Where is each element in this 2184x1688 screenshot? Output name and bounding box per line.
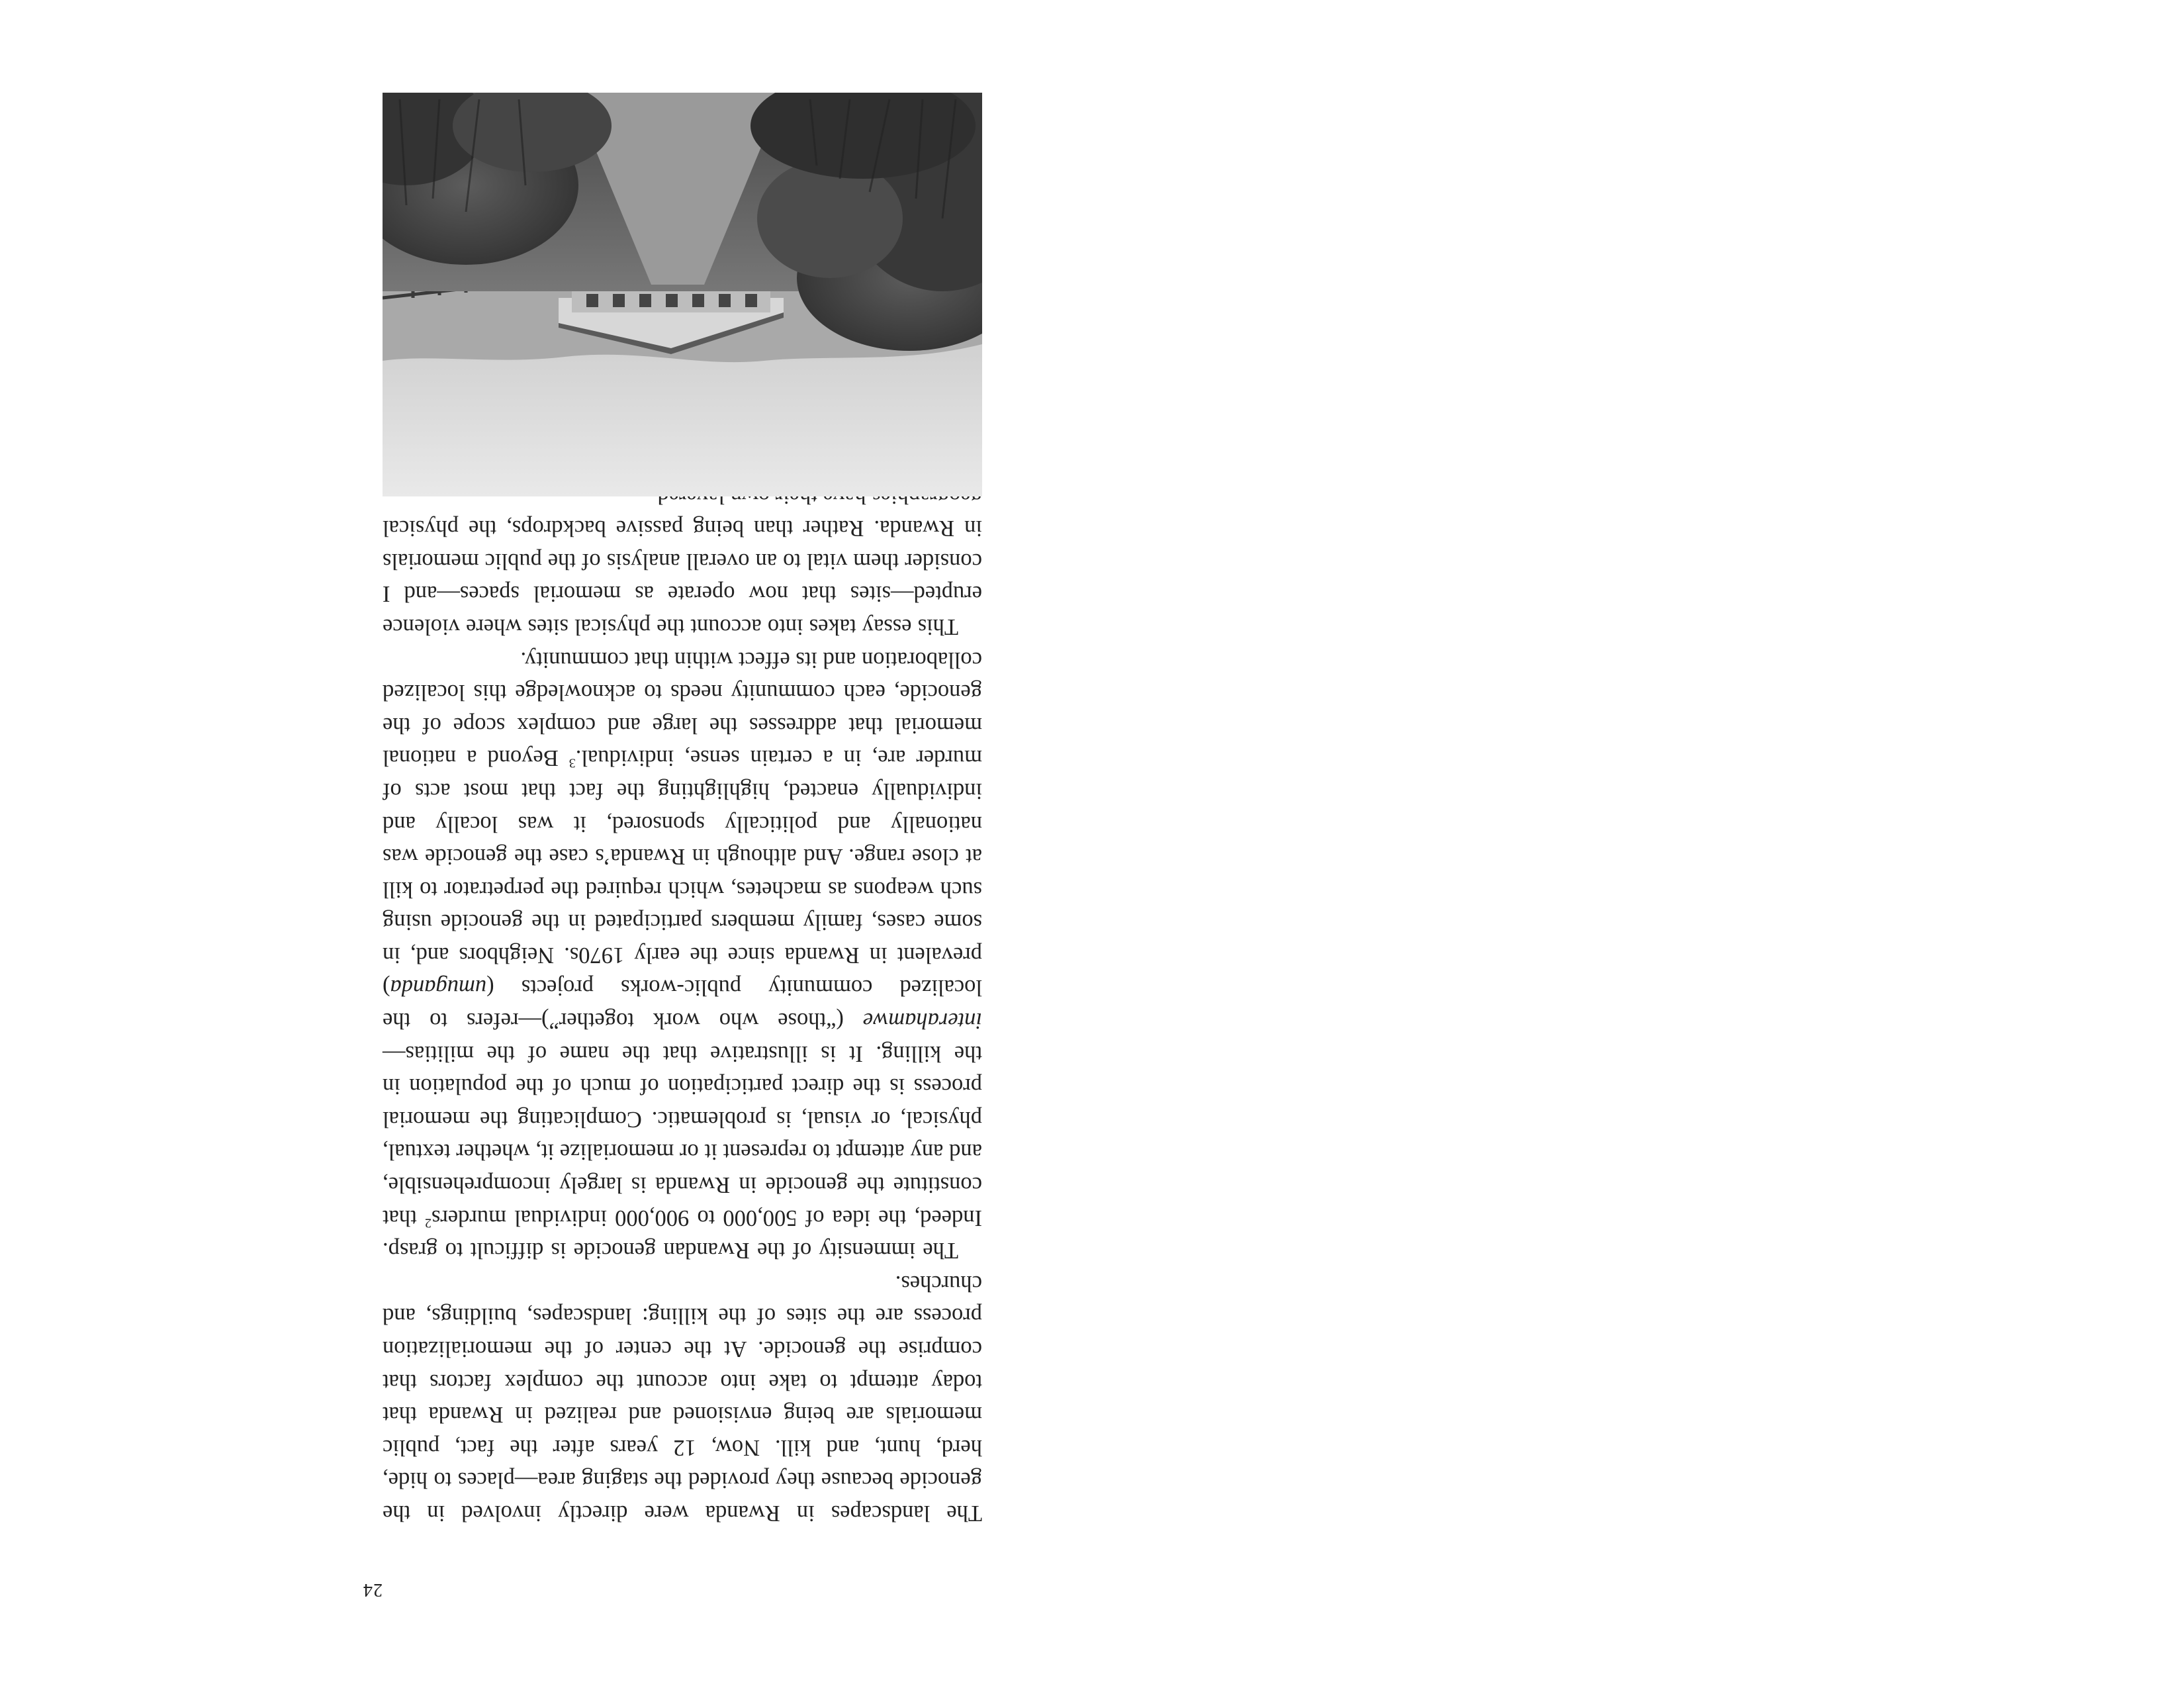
paragraph-2 <box>383 643 982 1266</box>
footnote-ref-3: 3 <box>569 755 576 771</box>
paragraph-2-part-e: Beyond a national memorial that addresses the large and complex scope of the genocide, each community needs to acknowledge this localized collaboration and its effect within that community. <box>383 647 982 771</box>
paragraph-2-part-d: ) prevalent in Rwanda since the early 1970s. Neighbors and, in some cases, family members participated in the genocide using such weapons as machetes, which required the perpetrator to kill at close range. And although in Rwanda’s case the genocide was nationally and politically sponsored, it was locally and individually enacted, highlighting the fact that most acts of murder are, in a certain sense, individual. <box>383 745 982 1001</box>
memorial-landscape-photo <box>383 93 982 496</box>
paragraph-3: This essay takes into account the physical sites where violence erupted—sites that now operate as memorial spaces—and I consider them vital to an overall analysis of the public memorials in Rwanda. Rather than being passive backdrops, the physical <box>383 516 982 639</box>
footnote-ref-2: 2 <box>424 1215 432 1231</box>
paragraph-2-part-a: The immensity of the Rwandan genocide is difficult to grasp. Indeed, the idea of 500,000 to 900,000 individual murders <box>383 1205 982 1264</box>
photo-illustration <box>383 93 982 496</box>
paragraph-1: The landscapes in Rwanda were directly involved in the genocide because they provided the staging area—places to hide, herd, hunt, and kill. Now, 12 years after the fact, public memorials are being envisioned and realized in Rwanda that today attempt to take into account the complex factors that comprise the genocide. At the center of the memorialization process are the sites of the killing: landscapes, buildings, and churches. <box>383 1270 982 1526</box>
paragraph-2-part-b: that constitute the genocide in Rwanda is largely incomprehensible, and any attempt to represent it or memorialize it, whether textual, physical, or visual, is problematic. Complicating the memorial process is the direct participation of much of the population in the killing. It is illustrative that the name of the militias— <box>383 1041 982 1231</box>
page-number: 24 <box>363 1579 383 1600</box>
text-column <box>383 479 982 1529</box>
term-interahamwe: interahamwe <box>862 1008 982 1034</box>
term-umuganda: umuganda <box>390 975 487 1001</box>
paragraph-2-part-c: (“those who work together”)—refers to the localized community public-works projects ( <box>383 975 982 1034</box>
